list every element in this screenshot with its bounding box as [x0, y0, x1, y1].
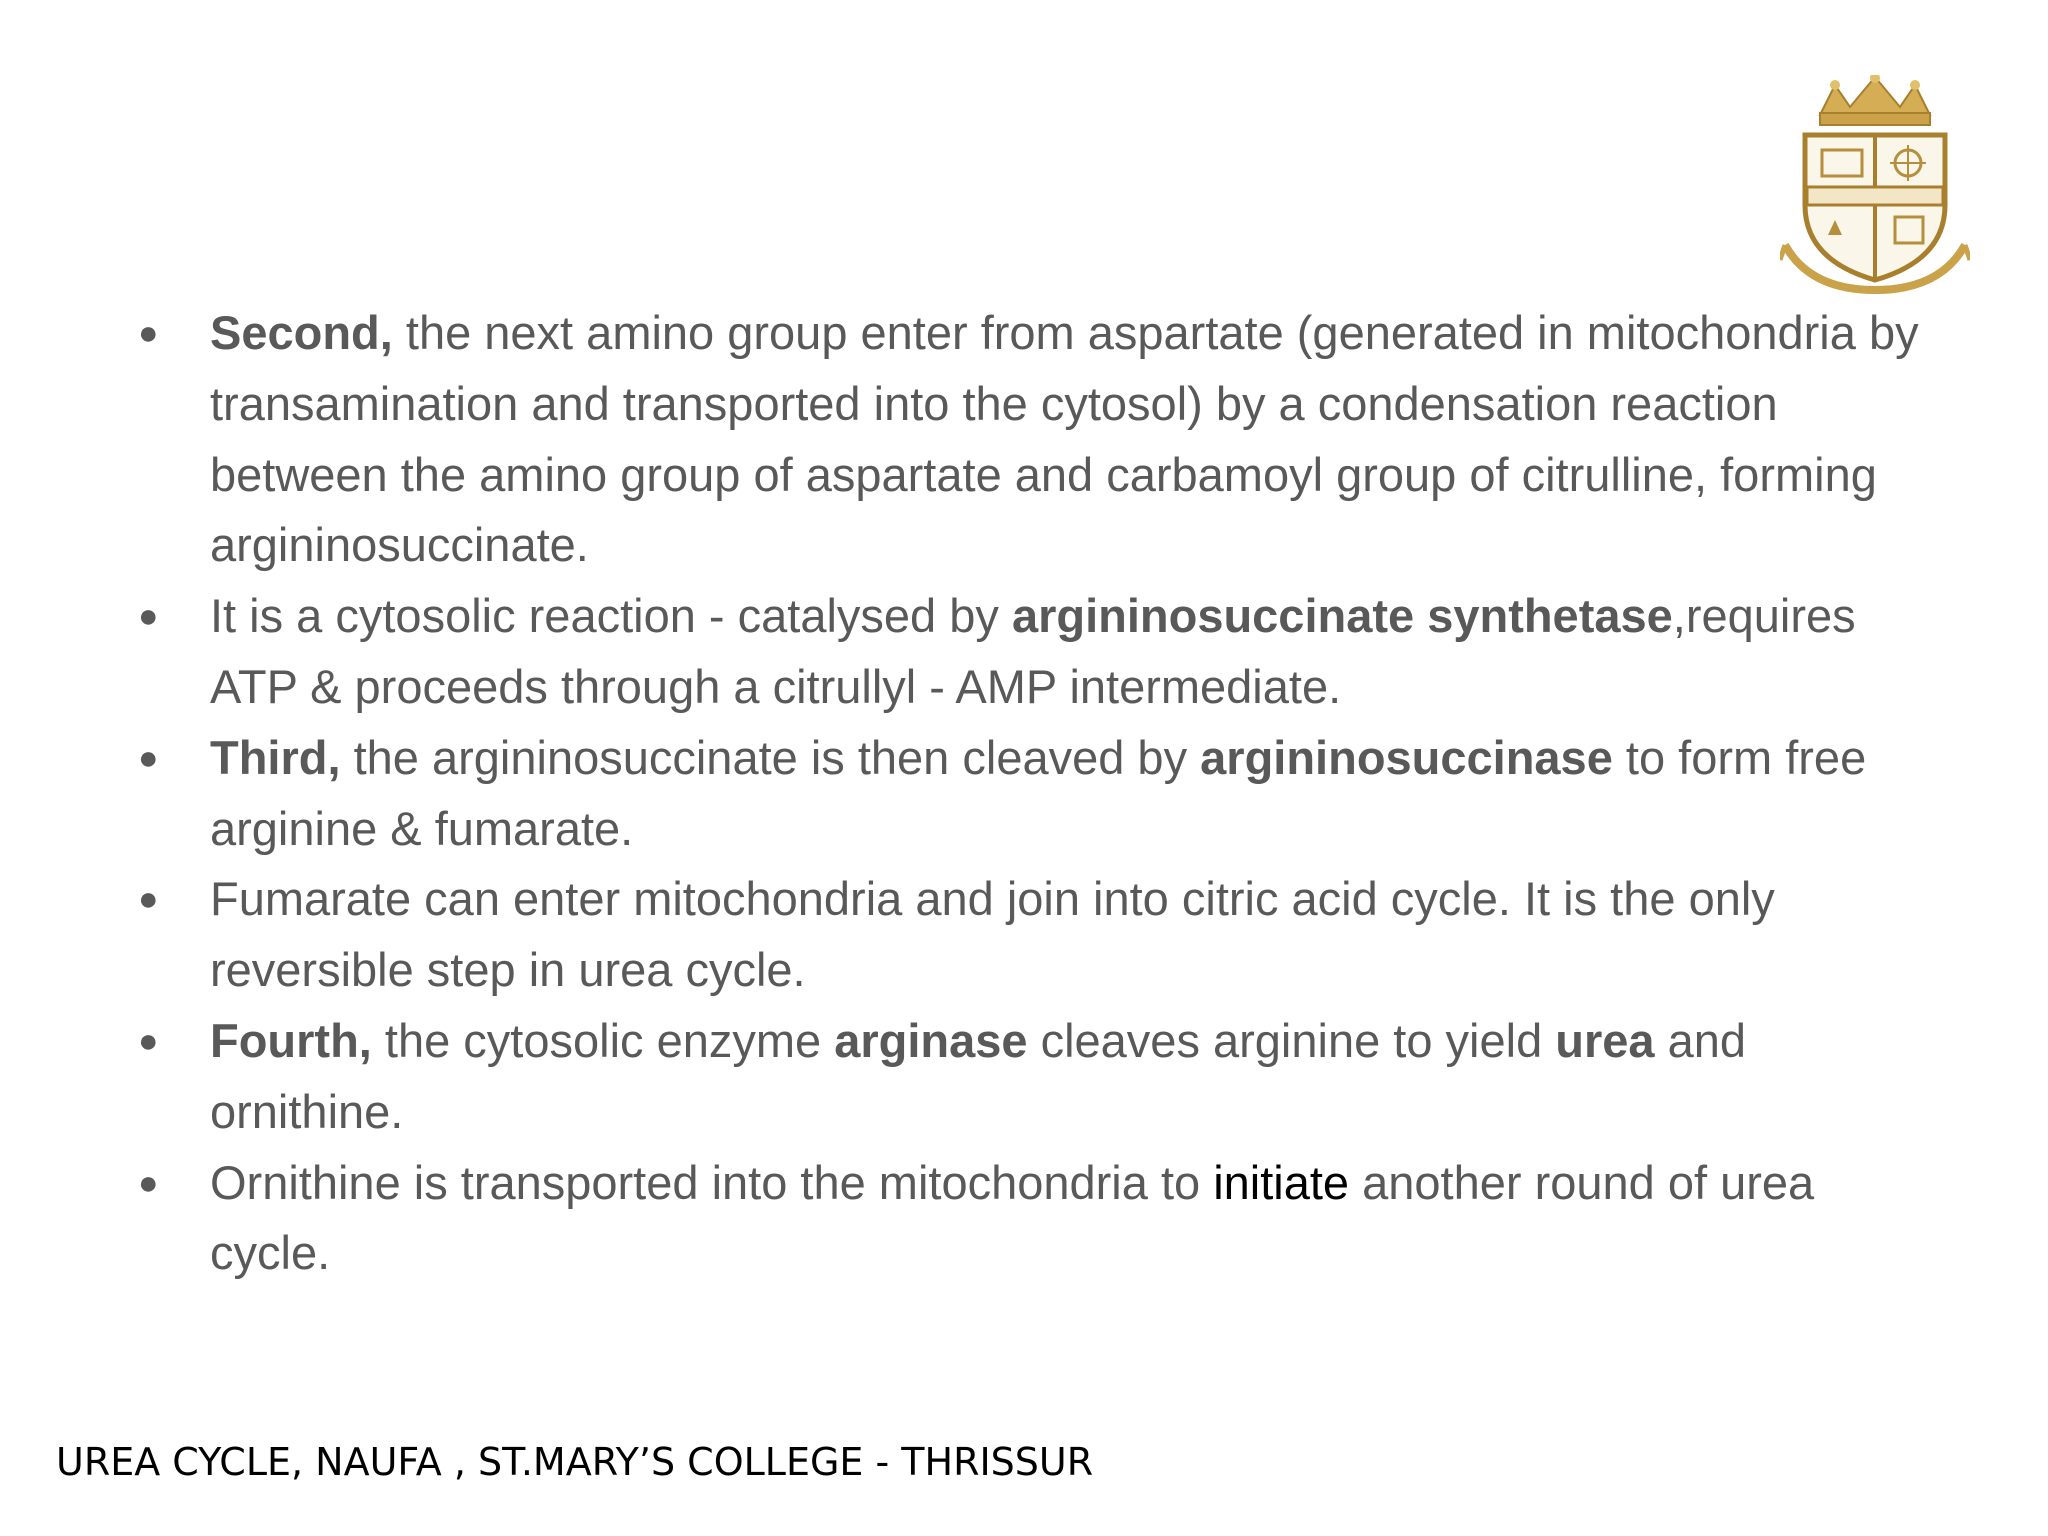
- bullet-text: to form free arginine & fumarate.: [210, 730, 1867, 855]
- bold-term: arginase: [834, 1013, 1028, 1067]
- bullet-text: Ornithine is transported into the mitochondria to: [210, 1155, 1214, 1209]
- slide-footer: UREA CYCLE, NAUFA , ST.MARY’S COLLEGE - THRISSUR: [56, 1440, 1094, 1484]
- college-crest-logo: [1780, 75, 1970, 295]
- bullet-dot-icon: ●: [138, 738, 159, 777]
- bold-term: urea: [1555, 1013, 1655, 1067]
- bullet-text: the argininosuccinate is then cleaved by: [340, 730, 1201, 784]
- bullet-text: It is a cytosolic reaction - catalysed by: [210, 589, 1012, 643]
- bullet-item: [138, 1006, 1938, 1148]
- bullet-dot-icon: ●: [138, 880, 159, 919]
- bold-term: Third,: [210, 730, 341, 784]
- bold-term: Fourth,: [210, 1013, 372, 1067]
- bullet-text: Fumarate can enter mitochondria and join into citric acid cycle. It is the only reversible step in urea cycle.: [210, 872, 1775, 997]
- bullet-dot-icon: ●: [138, 597, 159, 636]
- bullet-dot-icon: ●: [138, 1163, 159, 1202]
- bullet-item: [138, 723, 1938, 865]
- bullet-text: the next amino group enter from aspartate (generated in mitochondria by transamination and transported into the cytosol) by a condensation reaction between the amino group of aspartate and carbamoyl group of citrulline, forming argininosuccinate.: [210, 306, 1919, 572]
- bold-term: argininosuccinate synthetase: [1011, 589, 1673, 643]
- bullet-text: and ornithine.: [210, 1013, 1747, 1138]
- bullet-text: another round of urea cycle.: [210, 1155, 1815, 1280]
- bullet-dot-icon: ●: [138, 314, 159, 352]
- bullet-item: [138, 864, 1938, 1006]
- bold-term: Second,: [210, 306, 393, 359]
- bullet-text: the cytosolic enzyme: [371, 1013, 835, 1067]
- bullet-list: [138, 298, 1938, 1289]
- bullet-item: [138, 1148, 1938, 1290]
- bullet-text: ,requires ATP & proceeds through a citrullyl - AMP intermediate.: [210, 589, 1856, 713]
- bullet-item: [138, 581, 1938, 723]
- bullet-text: cleaves arginine to yield: [1027, 1013, 1556, 1067]
- bold-term: argininosuccinase: [1200, 730, 1613, 784]
- highlighted-word: initiate: [1213, 1155, 1350, 1209]
- bullet-dot-icon: ●: [138, 1021, 159, 1060]
- bullet-item: [138, 298, 1938, 581]
